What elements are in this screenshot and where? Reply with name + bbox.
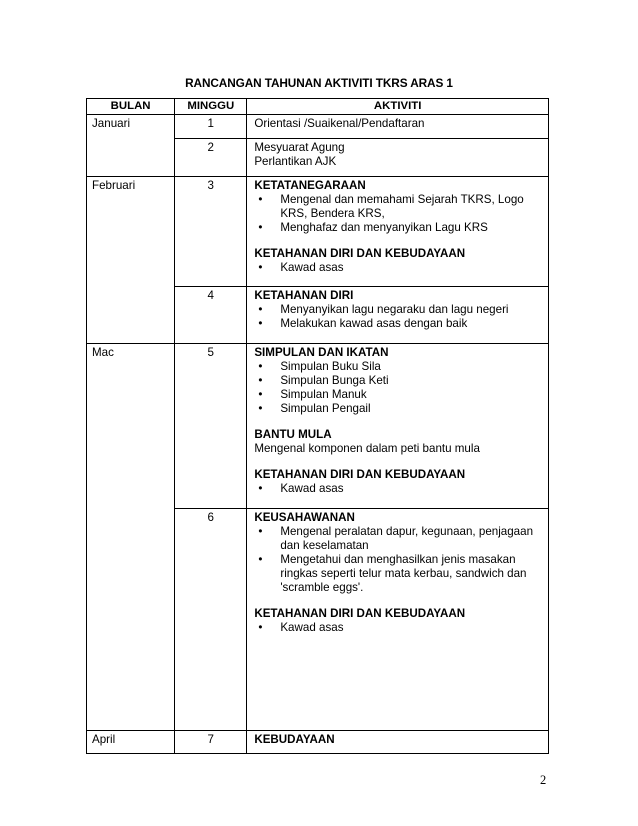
bullet-icon: • [258, 388, 263, 401]
bullet-list [254, 303, 544, 331]
table-header-row [87, 99, 549, 115]
list-item [254, 482, 544, 496]
bullet-list [254, 261, 544, 275]
bullet-list [254, 360, 544, 416]
list-item-text: Simpulan Manuk [280, 388, 367, 401]
week-cell: 2 [175, 139, 247, 177]
activity-block [254, 511, 544, 595]
table-body [87, 115, 549, 754]
activity-block [254, 117, 544, 131]
activity-line: Mengenal komponen dalam peti bantu mula [254, 442, 480, 455]
month-cell: Januari [87, 115, 175, 177]
list-item [254, 317, 544, 331]
page-number: 2 [540, 773, 547, 787]
activity-cell [247, 287, 549, 344]
activity-block [254, 733, 544, 747]
list-item-text: Kawad asas [280, 482, 344, 495]
list-item-text: Simpulan Bunga Keti [280, 374, 389, 387]
list-item [254, 261, 544, 275]
month-cell: Februari [87, 177, 175, 344]
list-item-text: Menghafaz dan menyanyikan Lagu KRS [280, 221, 488, 234]
list-item [254, 388, 544, 402]
week-cell: 7 [175, 731, 247, 754]
list-item-text: Mengenal peralatan dapur, kegunaan, penjagaan dan keselamatan [280, 525, 534, 552]
header-bulan: BULAN [87, 99, 175, 115]
activity-cell [247, 139, 549, 177]
bullet-icon: • [258, 360, 263, 373]
month-cell: Mac [87, 344, 175, 731]
list-item [254, 553, 544, 595]
list-item [254, 360, 544, 374]
activity-block [254, 346, 544, 416]
list-item [254, 221, 544, 235]
list-item-text: Simpulan Pengail [280, 402, 371, 415]
bullet-icon: • [258, 621, 263, 634]
bullet-icon: • [258, 193, 263, 206]
week-cell: 3 [175, 177, 247, 287]
bullet-icon: • [258, 221, 263, 234]
header-minggu: MINGGU [175, 99, 247, 115]
list-item [254, 193, 544, 221]
activity-block [254, 468, 544, 496]
activity-heading: KETAHANAN DIRI DAN KEBUDAYAAN [254, 468, 466, 481]
list-item [254, 374, 544, 388]
activity-cell [247, 344, 549, 509]
bullet-icon: • [258, 402, 263, 415]
bullet-list [254, 482, 544, 496]
table-row [87, 177, 549, 287]
document-title: RANCANGAN TAHUNAN AKTIVITI TKRS ARAS 1 [185, 76, 453, 90]
list-item [254, 525, 544, 553]
activity-block [254, 289, 544, 331]
activity-table [86, 98, 549, 754]
bullet-icon: • [258, 303, 263, 316]
bullet-icon: • [258, 317, 263, 330]
list-item [254, 303, 544, 317]
activity-block [254, 607, 544, 635]
activity-cell [247, 731, 549, 754]
bullet-icon: • [258, 374, 263, 387]
bullet-list [254, 193, 544, 235]
activity-block [254, 141, 544, 169]
week-cell: 5 [175, 344, 247, 509]
activity-cell [247, 509, 549, 731]
bullet-list [254, 621, 544, 635]
list-item-text: Simpulan Buku Sila [280, 360, 381, 373]
list-item-text: Melakukan kawad asas dengan baik [280, 317, 468, 330]
activity-line: Orientasi /Suaikenal/Pendaftaran [254, 117, 425, 130]
activity-heading: KETATANEGARAAN [254, 179, 366, 192]
list-item-text: Menyanyikan lagu negaraku dan lagu negeri [280, 303, 509, 316]
table-row [87, 731, 549, 754]
list-item-text: Kawad asas [280, 261, 344, 274]
bullet-icon: • [258, 553, 263, 566]
bullet-list [254, 525, 544, 595]
activity-cell [247, 115, 549, 139]
month-cell: April [87, 731, 175, 754]
activity-block [254, 247, 544, 275]
activity-heading: SIMPULAN DAN IKATAN [254, 346, 389, 359]
activity-heading: KETAHANAN DIRI DAN KEBUDAYAAN [254, 247, 466, 260]
bullet-icon: • [258, 525, 263, 538]
activity-cell [247, 177, 549, 287]
week-cell: 6 [175, 509, 247, 731]
bullet-icon: • [258, 482, 263, 495]
activity-line: Mesyuarat Agung [254, 141, 345, 154]
activity-heading: KEUSAHAWANAN [254, 511, 355, 524]
list-item-text: Kawad asas [280, 621, 344, 634]
activity-heading: BANTU MULA [254, 428, 332, 441]
activity-heading: KETAHANAN DIRI [254, 289, 354, 302]
week-cell: 4 [175, 287, 247, 344]
activity-block [254, 428, 544, 456]
week-cell: 1 [175, 115, 247, 139]
table-row [87, 344, 549, 509]
list-item [254, 402, 544, 416]
table-row [87, 115, 549, 139]
list-item-text: Mengenal dan memahami Sejarah TKRS, Logo KRS, Bendera KRS, [280, 193, 524, 220]
bullet-icon: • [258, 261, 263, 274]
list-item-text: Mengetahui dan menghasilkan jenis masakan ringkas seperti telur mata kerbau, sandwich dan 'scramble eggs'. [280, 553, 527, 594]
activity-heading: KEBUDAYAAN [254, 733, 335, 746]
activity-heading: KETAHANAN DIRI DAN KEBUDAYAAN [254, 607, 466, 620]
activity-block [254, 179, 544, 235]
list-item [254, 621, 544, 635]
header-aktiviti: AKTIVITI [247, 99, 549, 115]
activity-line: Perlantikan AJK [254, 155, 337, 168]
